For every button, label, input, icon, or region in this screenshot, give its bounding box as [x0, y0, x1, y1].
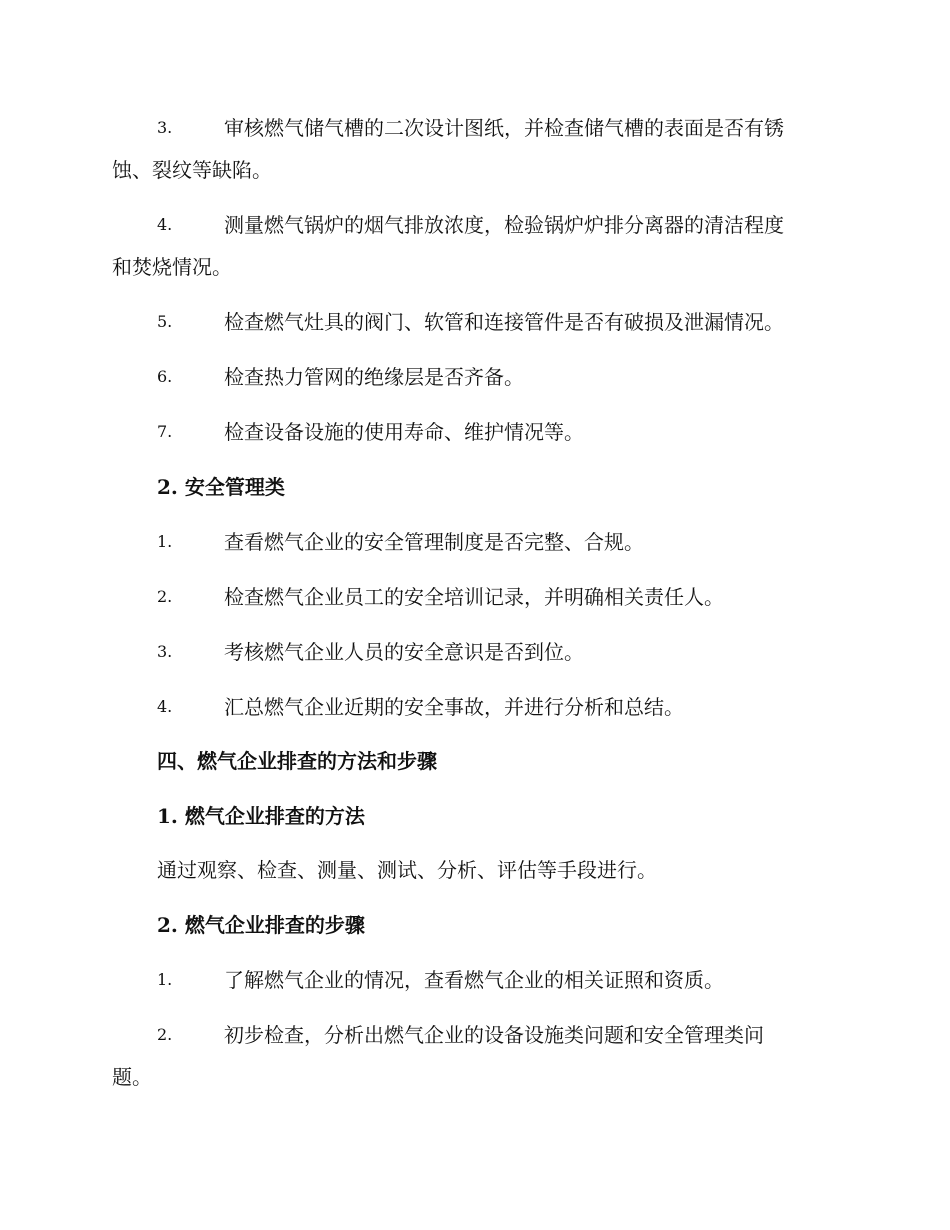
list-text: 检查燃气灶具的阀门、软管和连接管件是否有破损及泄漏情况。 — [224, 310, 784, 334]
list-number: 2. — [157, 587, 173, 606]
list-text: 查看燃气企业的安全管理制度是否完整、合规。 — [224, 530, 644, 554]
list-text: 了解燃气企业的情况，查看燃气企业的相关证照和资质。 — [224, 968, 724, 992]
list-number: 1. — [157, 532, 173, 551]
method-paragraph: 通过观察、检查、测量、测试、分析、评估等手段进行。 — [157, 858, 657, 882]
section-heading-methods-and-steps: 四、燃气企业排查的方法和步骤 — [157, 749, 437, 773]
subheading-method: 1. 燃气企业排查的方法 — [157, 804, 365, 828]
list-number: 1. — [157, 970, 173, 989]
list-text: 检查设备设施的使用寿命、维护情况等。 — [224, 420, 584, 444]
section-heading-safety-management: 2. 安全管理类 — [157, 475, 285, 499]
list-text-continuation: 蚀、裂纹等缺陷。 — [112, 158, 272, 182]
list-text: 考核燃气企业人员的安全意识是否到位。 — [224, 640, 584, 664]
list-number: 4. — [157, 697, 173, 716]
list-number: 6. — [157, 367, 173, 386]
list-number: 3. — [157, 642, 173, 661]
list-text-continuation: 和焚烧情况。 — [112, 255, 232, 279]
list-text: 审核燃气储气槽的二次设计图纸，并检查储气槽的表面是否有锈 — [224, 116, 784, 140]
list-number: 5. — [157, 312, 173, 331]
list-number: 2. — [157, 1025, 173, 1044]
list-text: 测量燃气锅炉的烟气排放浓度，检验锅炉炉排分离器的清洁程度 — [224, 213, 784, 237]
subheading-steps: 2. 燃气企业排查的步骤 — [157, 913, 365, 937]
list-text: 检查热力管网的绝缘层是否齐备。 — [224, 365, 524, 389]
list-text: 汇总燃气企业近期的安全事故，并进行分析和总结。 — [224, 695, 684, 719]
list-number: 4. — [157, 215, 173, 234]
list-text: 检查燃气企业员工的安全培训记录，并明确相关责任人。 — [224, 585, 724, 609]
list-text: 初步检查，分析出燃气企业的设备设施类问题和安全管理类问 — [224, 1023, 764, 1047]
list-number: 3. — [157, 118, 173, 137]
list-number: 7. — [157, 422, 173, 441]
list-text-continuation: 题。 — [112, 1065, 152, 1089]
